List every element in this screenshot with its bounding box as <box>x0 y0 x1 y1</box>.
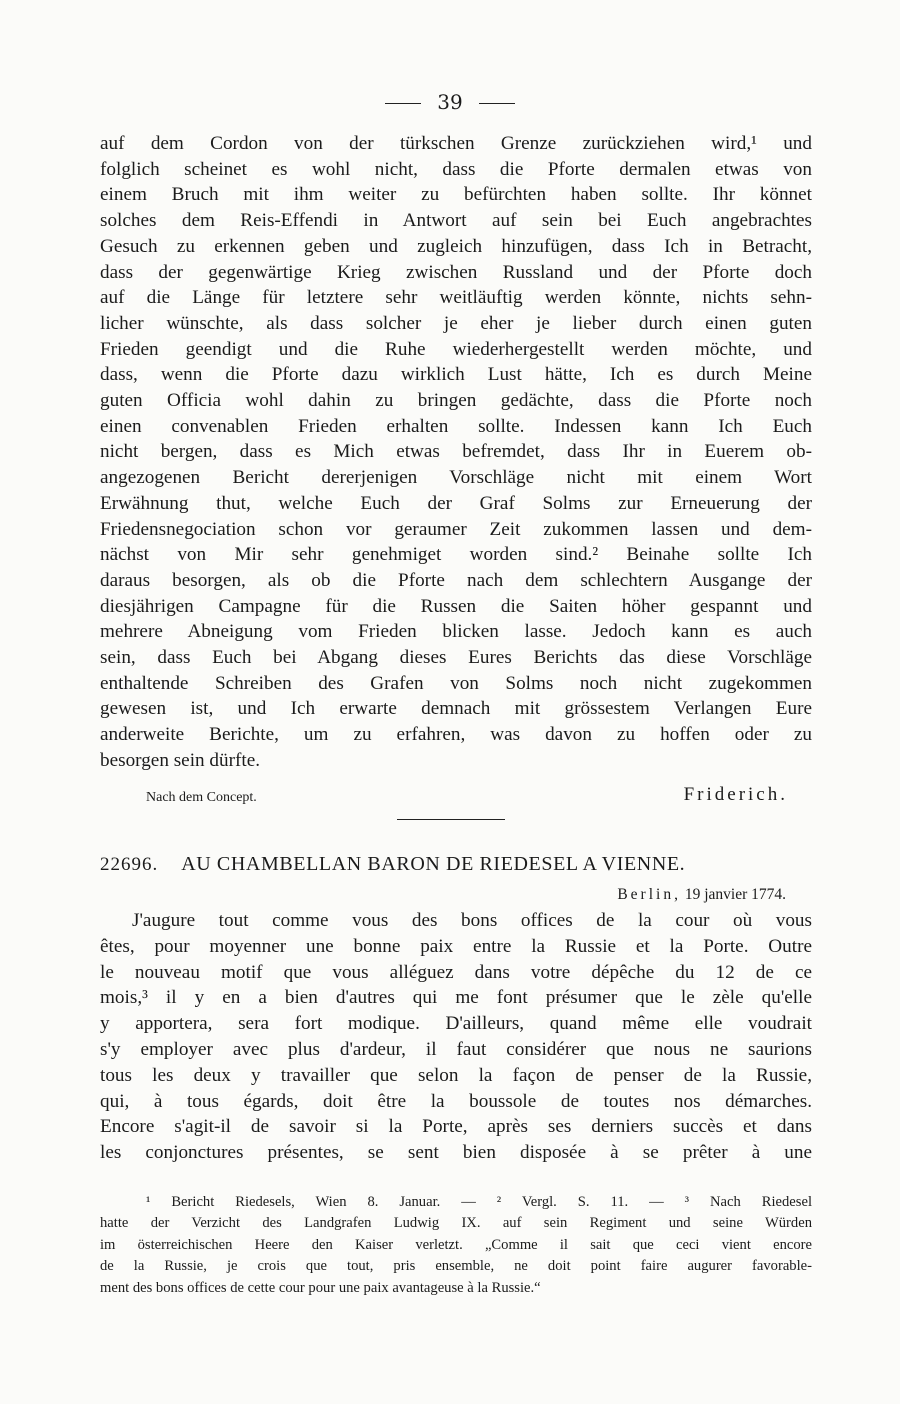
text-line: mois,³ il y en a bien d'autres qui me font présumer que le zèle qu'elle <box>100 987 812 1009</box>
text-line: êtes, pour moyenner une bonne paix entre la Russie et la Porte. Outre <box>100 935 812 957</box>
text-line: auf dem Cordon von der türkschen Grenze zurückziehen wird,¹ und <box>100 133 812 154</box>
header-dash-right <box>479 103 515 104</box>
letter-heading <box>100 853 812 876</box>
dateline-place: Berlin, <box>617 886 681 903</box>
footnotes <box>100 1192 812 1299</box>
text-line: angezogenen Bericht dererjenigen Vorschläge nicht mit einem Wort <box>100 467 812 489</box>
text-line: s'y employer avec plus d'ardeur, il faut considérer que nous ne saurions <box>100 1038 812 1060</box>
section-divider <box>397 819 505 820</box>
text-line: gewesen ist, und Ich erwarte demnach mit grössestem Verlangen Eure <box>100 698 812 720</box>
letter-number: 22696. <box>100 854 159 875</box>
header-dash-left <box>385 103 421 104</box>
text-line: J'augure tout comme vous des bons offices de la cour où vous <box>132 910 812 931</box>
text-line: licher wünschte, als dass solcher je eher je lieber durch einen guten <box>100 312 812 334</box>
letter-text <box>100 908 812 1166</box>
text-line: Gesuch zu erkennen geben und zugleich hinzufügen, dass Ich in Betracht, <box>100 235 812 257</box>
text-line: sein, dass Euch bei Abgang dieses Eures Berichts das diese Vorschläge <box>100 647 812 669</box>
signature: Friderich. <box>683 784 788 805</box>
dateline-date: 19 janvier 1774. <box>684 886 786 903</box>
text-line: daraus besorgen, als ob die Pforte nach dem schlechtern Ausgange der <box>100 569 812 591</box>
text-line: einen convenablen Frieden erhalten sollte. Indessen kann Ich Euch <box>100 415 812 437</box>
text-line: mehrere Abneigung vom Frieden blicken lasse. Jedoch kann es auch <box>100 621 812 643</box>
letter-continuation-text <box>100 131 812 774</box>
footnote-line: im österreichischen Heere den Kaiser verletzt. „Comme il sait que ceci vient encore <box>100 1236 812 1253</box>
text-line: enthaltende Schreiben des Grafen von Solms noch nicht zugekommen <box>100 672 812 694</box>
text-line: anderweite Berichte, um zu erfahren, was davon zu hoffen oder zu <box>100 724 812 746</box>
text-line: qui, à tous égards, doit être la boussole de toutes nos démarches. <box>100 1090 812 1112</box>
text-line: dass, wenn die Pforte dazu wirklich Lust hätte, Ich es durch Meine <box>100 364 812 386</box>
text-line: Frieden geendigt und die Ruhe wiederhergestellt werden möchte, und <box>100 338 812 360</box>
text-line: y apportera, sera fort modique. D'ailleurs, quand même elle voudrait <box>100 1013 812 1035</box>
text-line: Erwähnung thut, welche Euch der Graf Solms zur Erneuerung der <box>100 492 812 514</box>
text-line: dass der gegenwärtige Krieg zwischen Russland und der Pforte doch <box>100 261 812 283</box>
footnote-line: ment des bons offices de cette cour pour une paix avantageuse à la Russie.“ <box>100 1279 541 1296</box>
text-line: tous les deux y travailler que selon la façon de penser de la Russie, <box>100 1064 812 1086</box>
text-line: auf die Länge für letztere sehr weitläuftig werden könnte, nichts sehn- <box>100 287 812 309</box>
text-line: le nouveau motif que vous alléguez dans votre dépêche du 12 de ce <box>100 961 812 983</box>
closing-row <box>100 784 812 812</box>
text-line: les conjonctures présentes, se sent bien disposée à se prêter à une <box>100 1142 812 1164</box>
footnote-line: hatte der Verzicht des Landgrafen Ludwig IX. auf sein Regiment und seine Würden <box>100 1215 812 1232</box>
text-line: besorgen sein dürfte. <box>100 749 261 771</box>
page-header <box>0 90 900 114</box>
letter-title: AU CHAMBELLAN BARON DE RIEDESEL A VIENNE. <box>181 853 686 875</box>
footnote-line: de la Russie, je crois que tout, pris ensemble, ne doit point faire augurer favorable- <box>100 1258 812 1275</box>
text-line: guten Officia wohl dahin zu bringen gedächte, dass die Pforte noch <box>100 390 812 412</box>
text-line: einem Bruch mit ihm weiter zu befürchten haben sollte. Ihr könnet <box>100 184 812 206</box>
page-number: 39 <box>437 90 463 114</box>
text-line: diesjährigen Campagne für die Russen die Saiten höher gespannt und <box>100 595 812 617</box>
text-line: Friedensnegociation schon vor geraumer Zeit zukommen lassen und dem- <box>100 518 812 540</box>
footnote-line: ¹ Bericht Riedesels, Wien 8. Januar. — ² Vergl. S. 11. — ³ Nach Riedesel <box>146 1194 812 1210</box>
text-line: Encore s'agit-il de savoir si la Porte, après ses derniers succès et dans <box>100 1116 812 1138</box>
text-line: nächst von Mir sehr genehmiget worden sind.² Beinahe sollte Ich <box>100 544 812 566</box>
text-line: solches dem Reis-Effendi in Antwort auf sein bei Euch angebrachtes <box>100 210 812 232</box>
dateline <box>617 886 786 904</box>
source-note: Nach dem Concept. <box>146 790 257 805</box>
text-line: folglich scheinet es wohl nicht, dass die Pforte dermalen etwas von <box>100 158 812 180</box>
text-line: nicht bergen, dass es Mich etwas befremdet, dass Ihr in Euerem ob- <box>100 441 812 463</box>
